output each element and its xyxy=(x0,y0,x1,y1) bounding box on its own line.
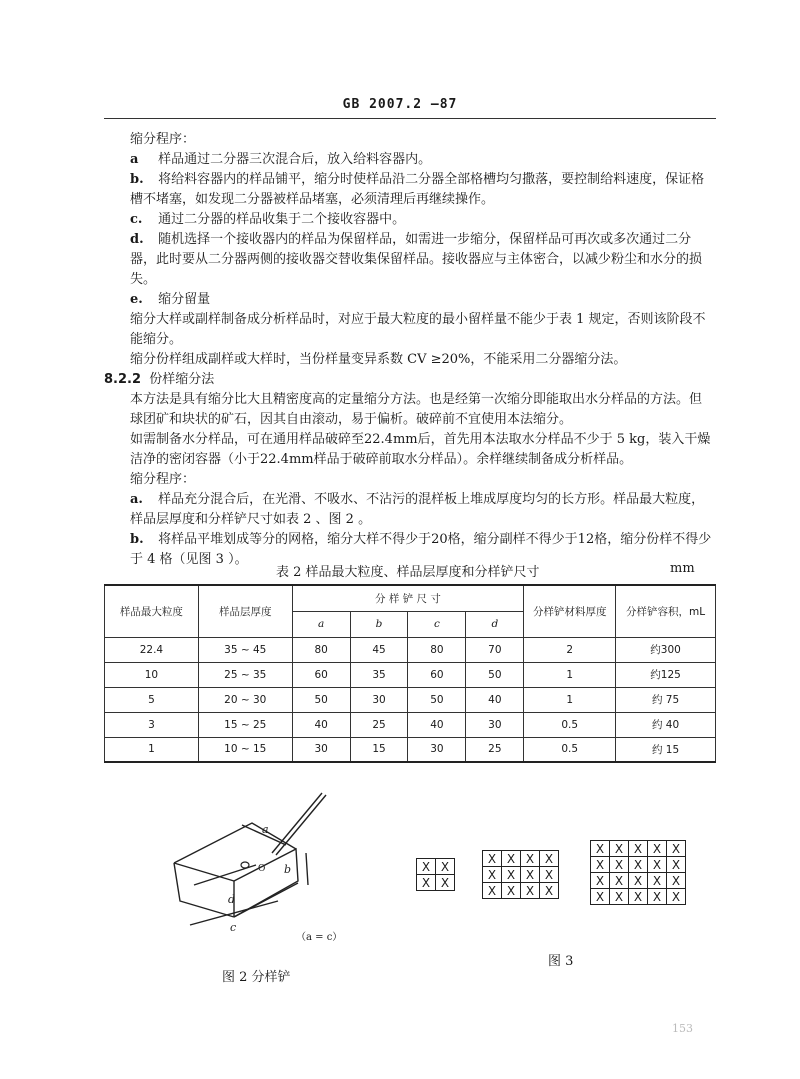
cell-thickness: 0.5 xyxy=(524,737,616,762)
grid-cell: X xyxy=(610,857,629,873)
cell-c: 80 xyxy=(408,637,466,662)
grid-cell: X xyxy=(483,851,502,867)
cell-b: 25 xyxy=(350,712,408,737)
grid-cell: X xyxy=(540,883,559,899)
cell-thickness: 1 xyxy=(524,662,616,687)
grid-5x4 xyxy=(590,840,686,905)
cell-a: 50 xyxy=(292,687,350,712)
grid-cell: X xyxy=(436,859,455,875)
table-2 xyxy=(104,584,716,763)
dim-d-label: d xyxy=(228,893,236,906)
procedure-1-item-c: c. 通过二分器的样品收集于二个接收容器中。 xyxy=(130,212,406,227)
grid-cell: X xyxy=(610,841,629,857)
procedure-1-title: 缩分程序： xyxy=(130,132,196,147)
cell-a: 80 xyxy=(292,637,350,662)
cell-layer: 10 ~ 15 xyxy=(198,737,292,762)
cell-b: 15 xyxy=(350,737,408,762)
grid-cell: X xyxy=(667,841,686,857)
cell-layer: 20 ~ 30 xyxy=(198,687,292,712)
grid-cell: X xyxy=(521,851,540,867)
dim-o-label: O xyxy=(258,864,266,874)
procedure-2-item-a: a. 样品充分混合后，在光滑、不吸水、不沾污的混样板上堆成厚度均匀的长方形。样品最大粒度，样品层厚度和分样铲尺寸如表 2 、图 2 。 xyxy=(130,492,705,527)
header-c: c xyxy=(408,611,466,637)
cell-max: 3 xyxy=(105,712,199,737)
header-a: a xyxy=(292,611,350,637)
grid-cell: X xyxy=(629,841,648,857)
cell-c: 30 xyxy=(408,737,466,762)
grid-cell: X xyxy=(417,859,436,875)
grid-cell: X xyxy=(591,889,610,905)
cell-d: 40 xyxy=(466,687,524,712)
figure-3-caption: 图 3 xyxy=(548,954,574,969)
cell-a: 30 xyxy=(292,737,350,762)
grid-cell: X xyxy=(629,857,648,873)
grid-cell: X xyxy=(667,889,686,905)
grid-cell: X xyxy=(483,867,502,883)
cell-a: 60 xyxy=(292,662,350,687)
standard-code: GB 2007.2 —87 xyxy=(342,97,458,112)
grid-cell: X xyxy=(648,857,667,873)
grid-cell: X xyxy=(436,875,455,891)
dim-a-label: a xyxy=(262,823,269,836)
cell-a: 40 xyxy=(292,712,350,737)
shovel-hole xyxy=(241,862,249,868)
table-row xyxy=(105,737,716,762)
cv-paragraph: 缩分份样组成副样或大样时，当份样量变异系数 CV ≥20%，不能采用二分器缩分法。 xyxy=(130,352,627,367)
cell-volume: 约 75 xyxy=(616,687,716,712)
cell-layer: 35 ~ 45 xyxy=(198,637,292,662)
grid-cell: X xyxy=(591,857,610,873)
grid-cell: X xyxy=(417,875,436,891)
table-2-unit: mm xyxy=(670,561,695,576)
cell-max: 10 xyxy=(105,662,199,687)
page-number: 153 xyxy=(672,1022,693,1035)
grid-cell: X xyxy=(610,889,629,905)
procedure-2-item-b: b. 将样品平堆划成等分的网格，缩分大样不得少于20格，缩分副样不得少于12格，缩分份样不得少于 4 格（见图 3 ）。 xyxy=(130,532,712,567)
cell-d: 50 xyxy=(466,662,524,687)
grid-cell: X xyxy=(591,841,610,857)
grid-cell: X xyxy=(667,857,686,873)
cell-layer: 25 ~ 35 xyxy=(198,662,292,687)
header-d: d xyxy=(466,611,524,637)
figure-2-note: （a = c） xyxy=(296,932,343,943)
section-heading: 8.2.2 份样缩分法 xyxy=(104,372,215,387)
header-max-size: 样品最大粒度 xyxy=(105,585,199,637)
cell-d: 70 xyxy=(466,637,524,662)
dim-c-label: c xyxy=(230,921,237,934)
cell-d: 25 xyxy=(466,737,524,762)
grid-cell: X xyxy=(629,873,648,889)
grid-cell: X xyxy=(667,873,686,889)
grid-cell: X xyxy=(629,889,648,905)
procedure-2-title: 缩分程序： xyxy=(130,472,196,487)
grid-cell: X xyxy=(648,873,667,889)
body-paragraph-2: 如需制备水分样品，可在通用样品破碎至22.4mm后，首先用本法取水分样品不少于 5 kg，装入干燥洁净的密闭容器（小于22.4mm样品于破碎前取水分样品）。余样继续制备成分析样品。 xyxy=(130,432,711,467)
shovel-top-edge xyxy=(174,823,296,863)
cell-volume: 约 40 xyxy=(616,712,716,737)
dim-b-label: b xyxy=(284,863,292,876)
procedure-1-item-e: e. 缩分留量 xyxy=(130,292,211,307)
figure-2-caption: 图 2 分样铲 xyxy=(222,970,291,985)
procedure-1 xyxy=(104,130,712,570)
grid-cell: X xyxy=(521,883,540,899)
table-row xyxy=(105,662,716,687)
grid-cell: X xyxy=(502,883,521,899)
header-material-thickness: 分样铲材料厚度 xyxy=(524,585,616,637)
cell-b: 30 xyxy=(350,687,408,712)
cell-d: 30 xyxy=(466,712,524,737)
grid-cell: X xyxy=(502,851,521,867)
shovel-handle xyxy=(272,793,322,853)
cell-b: 45 xyxy=(350,637,408,662)
cell-volume: 约125 xyxy=(616,662,716,687)
cell-c: 40 xyxy=(408,712,466,737)
grid-cell: X xyxy=(610,873,629,889)
cell-thickness: 0.5 xyxy=(524,712,616,737)
grid-cell: X xyxy=(521,867,540,883)
header-shovel-size: 分 样 铲 尺 寸 xyxy=(292,585,524,611)
grid-2x2 xyxy=(416,858,455,891)
cell-max: 5 xyxy=(105,687,199,712)
cell-b: 35 xyxy=(350,662,408,687)
table-2-caption: 表 2 样品最大粒度、样品层厚度和分样铲尺寸 xyxy=(276,565,540,580)
grid-cell: X xyxy=(648,889,667,905)
cell-c: 60 xyxy=(408,662,466,687)
header-layer-thickness: 样品层厚度 xyxy=(198,585,292,637)
cell-volume: 约 15 xyxy=(616,737,716,762)
table-row xyxy=(105,637,716,662)
grid-cell: X xyxy=(483,883,502,899)
cell-thickness: 1 xyxy=(524,687,616,712)
cell-c: 50 xyxy=(408,687,466,712)
header-shovel-volume: 分样铲容积，mL xyxy=(616,585,716,637)
grid-cell: X xyxy=(540,851,559,867)
cell-volume: 约300 xyxy=(616,637,716,662)
body-paragraph-1: 本方法是具有缩分比大且精密度高的定量缩分方法。也是经第一次缩分即能取出水分样品的方法。但球团矿和块状的矿石，因其自由滚动，易于偏析。破碎前不宜使用本法缩分。 xyxy=(130,392,703,427)
procedure-1-item-a: a 样品通过二分器三次混合后，放入给料容器内。 xyxy=(130,152,432,167)
header-b: b xyxy=(350,611,408,637)
cell-max: 22.4 xyxy=(105,637,199,662)
procedure-1-item-b: b. 将给料容器内的样品铺平，缩分时使样品沿二分器全部格槽均匀撒落，要控制给料速度，保证格槽不堵塞，如发现二分器被样品堵塞，必须清理后再继续操作。 xyxy=(130,172,705,207)
header-rule xyxy=(104,118,716,119)
grid-cell: X xyxy=(502,867,521,883)
table-row xyxy=(105,712,716,737)
cell-thickness: 2 xyxy=(524,637,616,662)
table-row xyxy=(105,687,716,712)
cell-max: 1 xyxy=(105,737,199,762)
cell-layer: 15 ~ 25 xyxy=(198,712,292,737)
retain-paragraph: 缩分大样或副样制备成分析样品时，对应于最大粒度的最小留样量不能少于表 1 规定，否则该阶段不能缩分。 xyxy=(130,312,706,347)
procedure-1-item-d: d. 随机选择一个接收器内的样品为保留样品，如需进一步缩分，保留样品可再次或多次通过二分器，此时要从二分器两侧的接收器交替收集保留样品。接收器应与主体密合，以减少粉尘和水分的损失。 xyxy=(130,232,703,287)
grid-cell: X xyxy=(540,867,559,883)
grid-4x3 xyxy=(482,850,559,899)
grid-cell: X xyxy=(648,841,667,857)
grid-cell: X xyxy=(591,873,610,889)
